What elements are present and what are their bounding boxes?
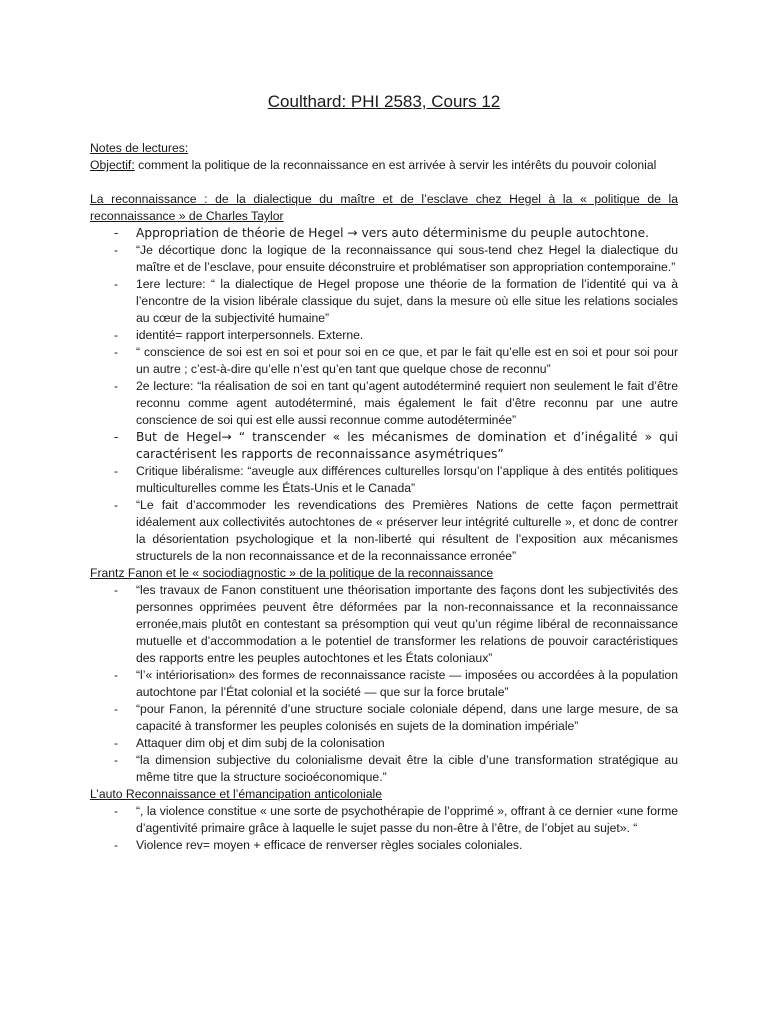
sections-container (90, 191, 678, 854)
list-item: - “Le fait d’accommoder les revendications des Premières Nations de cette façon permettrait idéalement aux collectivités autochtones de « préserver leur intégrité culturelle », et donc de contrer la désorientation psychologique et la non-liberté qui résultent de l’exposition aux mécanismes structurels de la non reconnaissance et de la reconnaissance erronée” (90, 497, 678, 565)
list-item: - “la dimension subjective du colonialisme devait être la cible d’une transformation stratégique au même titre que la structure socioéconomique.” (90, 752, 678, 786)
objective-label: Objectif: (90, 158, 135, 172)
bullet-list (90, 582, 678, 786)
section-heading: Frantz Fanon et le « sociodiagnostic » de la politique de la reconnaissance (90, 566, 494, 580)
list-item: - But de Hegel→ “ transcender « les mécanismes de domination et d’inégalité » qui caractérisent les rapports de reconnaissance asymétriques” (90, 429, 678, 463)
objective-text: comment la politique de la reconnaissance en est arrivée à servir les intérêts du pouvoir colonial (134, 158, 657, 172)
list-item: - 2e lecture: “la réalisation de soi en tant qu’agent autodéterminé requiert non seulement le fait d’être reconnu comme agent autodéterminé, mais également le fait d’être reconnu par une autre conscience de soi qui est elle aussi reconnue comme autodéterminée” (90, 378, 678, 429)
list-item: - “Je décortique donc la logique de la reconnaissance qui sous-tend chez Hegel la dialectique du maître et de l’esclave, pour ensuite déconstruire et problématiser son appropriation contemporaine.” (90, 242, 678, 276)
objective-line (90, 157, 678, 174)
list-item: - Violence rev= moyen + efficace de renverser règles sociales coloniales. (90, 837, 678, 854)
section-heading: L’auto Reconnaissance et l’émancipation anticoloniale (90, 787, 383, 801)
list-item: - identité= rapport interpersonnels. Externe. (90, 327, 678, 344)
bullet-list (90, 225, 678, 565)
notes-label: Notes de lectures: (90, 141, 189, 155)
section-heading: La reconnaissance : de la dialectique du maître et de l’esclave chez Hegel à la « politique de la reconnaissance » de Charles Taylor (90, 192, 678, 223)
bullet-list (90, 803, 678, 854)
list-item: - “l’« intériorisation» des formes de reconnaissance raciste — imposées ou accordées à la population autochtone par l’État colonial et la société — que sur la force brutale” (90, 667, 678, 701)
list-item: - “ conscience de soi est en soi et pour soi en ce que, et par le fait qu’elle est en soi et pour soi pour un autre ; c’est-à-dire qu’elle n’est qu’en tant que quelque chose de reconnu” (90, 344, 678, 378)
page-title: Coulthard: PHI 2583, Cours 12 (267, 92, 501, 111)
list-item: - Appropriation de théorie de Hegel → vers auto déterminisme du peuple autochtone. (90, 225, 678, 242)
list-item: - “, la violence constitue « une sorte de psychothérapie de l’opprimé », offrant à ce dernier «une forme d’agentivité primaire grâce à laquelle le sujet passe du non-être à l’être, de l’objet au sujet». “ (90, 803, 678, 837)
list-item: - Attaquer dim obj et dim subj de la colonisation (90, 735, 678, 752)
list-item: - 1ere lecture: “ la dialectique de Hegel propose une théorie de la formation de l’identité qui va à l’encontre de la vision libérale classique du sujet, dans la mesure où elle situe les relations sociales au cœur de la subjectivité humaine” (90, 276, 678, 327)
list-item: - “les travaux de Fanon constituent une théorisation importante des façons dont les subjectivités des personnes opprimées peuvent être déformées par la non-reconnaissance et la reconnaissance erronée,mais plutôt en contestant sa présomption qui veut qu’un régime libéral de reconnaissance mutuelle et d’accommodation a le potentiel de transformer les relations de pouvoir caractéristiques des rapports entre les peuples autochtones et les États coloniaux” (90, 582, 678, 667)
list-item: - “pour Fanon, la pérennité d’une structure sociale coloniale dépend, dans une large mesure, de sa capacité à transformer les peuples colonisés en sujets de la domination impériale” (90, 701, 678, 735)
list-item: - Critique libéralisme: “aveugle aux différences culturelles lorsqu’on l’applique à des entités politiques multiculturelles comme les États-Unis et le Canada” (90, 463, 678, 497)
spacer (90, 174, 678, 191)
document-body (90, 140, 678, 854)
